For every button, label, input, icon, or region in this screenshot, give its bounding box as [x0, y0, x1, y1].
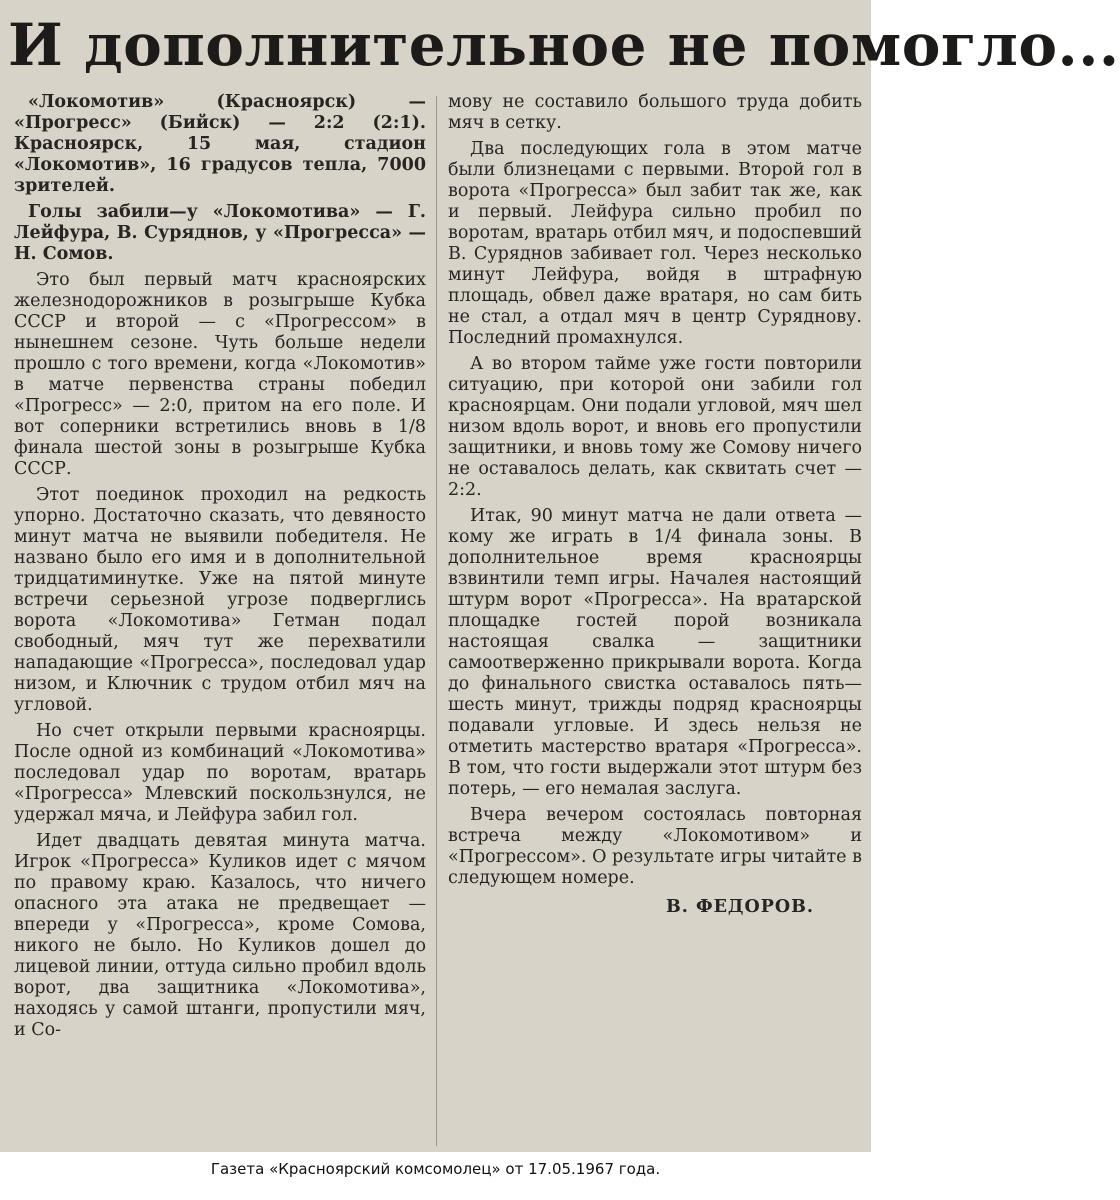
left-column: [14, 92, 426, 1041]
image-caption: Газета «Красноярский комсомолец» от 17.05.1967 года.: [210, 1160, 661, 1178]
right-column: [448, 92, 862, 918]
column-divider: [436, 96, 437, 1146]
article-paragraph: Вчера вечером состоялась повторная встреча между «Локомотивом» и «Прогрессом». О результате игры читайте в следующем номере.: [448, 805, 862, 888]
article-paragraph: Голы забили—у «Локомотива» — Г. Лейфура, В. Суряднов, у «Прогресса» — Н. Сомов.: [14, 202, 426, 264]
article-paragraph: Итак, 90 минут матча не дали ответа — кому же играть в 1/4 финала зоны. В дополнительное время красноярцы взвинтили темп игры. Началея настоящий штурм ворот «Прогресса». На вратарской площадке гостей порой возникала настоящая свалка — защитники самоотверженно прикрывали ворота. Когда до финального свистка оставалось пять—шесть минут, трижды подряд красноярцы подавали угловые. И здесь нельзя не отметить мастерство вратаря «Прогресса». В том, что гости выдержали этот штурм без потерь, — его немалая заслуга.: [448, 506, 862, 799]
article-paragraph: Два последующих гола в этом матче были близнецами с первыми. Второй гол в ворота «Прогресса» был забит так же, как и первый. Лейфура сильно пробил по воротам, вратарь отбил мяч, и подоспевший В. Суряднов забивает гол. Через несколько минут Лейфура, войдя в штрафную площадь, обвел даже вратаря, но сам бить не стал, а отдал мяч в центр Суряднову. Последний промахнулся.: [448, 139, 862, 348]
article-paragraph: Но счет открыли первыми красноярцы. После одной из комбинаций «Локомотива» последовал удар по воротам, вратарь «Прогресса» Млевский поскользнулся, не удержал мяча, и Лейфура забил гол.: [14, 721, 426, 825]
article-headline: И дополнительное не помогло...: [8, 11, 1120, 79]
article-paragraph: «Локомотив» (Красноярск) — «Прогресс» (Бийск) — 2:2 (2:1). Красноярск, 15 мая, стадион «Локомотив», 16 градусов тепла, 7000 зрителей.: [14, 92, 426, 196]
article-paragraph: мову не составило большого труда добить мяч в сетку.: [448, 92, 862, 133]
article-paragraph: Этот поединок проходил на редкость упорно. Достаточно сказать, что девяносто минут матча не выявили победителя. Не названо было его имя и в дополнительной тридцатиминутке. Уже на пятой минуте встречи серьезной угрозе подверглись ворота «Локомотива» Гетман подал свободный, мяч тут же перехватили нападающие «Прогресса», последовал удар низом, и Ключник с трудом отбил мяч на угловой.: [14, 485, 426, 715]
author-signature: В. ФЕДОРОВ.: [665, 897, 814, 917]
article-paragraph: Это был первый матч красноярских железнодорожников в розыгрыше Кубка СССР и второй — с «Прогрессом» в нынешнем сезоне. Чуть больше недели прошло с того времени, когда «Локомотив» в матче первенства страны победил «Прогресс» — 2:0, притом на его поле. И вот соперники встретились вновь в 1/8 финала шестой зоны в розыгрыше Кубка СССР.: [14, 270, 426, 479]
article-paragraph: А во втором тайме уже гости повторили ситуацию, при которой они забили гол красноярцам. Они подали угловой, мяч шел низом вдоль ворот, и вновь его пропустили защитники, и вновь тому же Сомову ничего не оставалось делать, как сквитать счет — 2:2.: [448, 354, 862, 500]
article-paragraph: Идет двадцать девятая минута матча. Игрок «Прогресса» Куликов идет с мячом по правому краю. Казалось, что ничего опасного эта атака не предвещает — впереди у «Прогресса», кроме Сомова, никого не было. Но Куликов дошел до лицевой линии, оттуда сильно пробил вдоль ворот, два защитника «Локомотива», находясь у самой штанги, пропустили мяч, и Со-: [14, 831, 426, 1040]
